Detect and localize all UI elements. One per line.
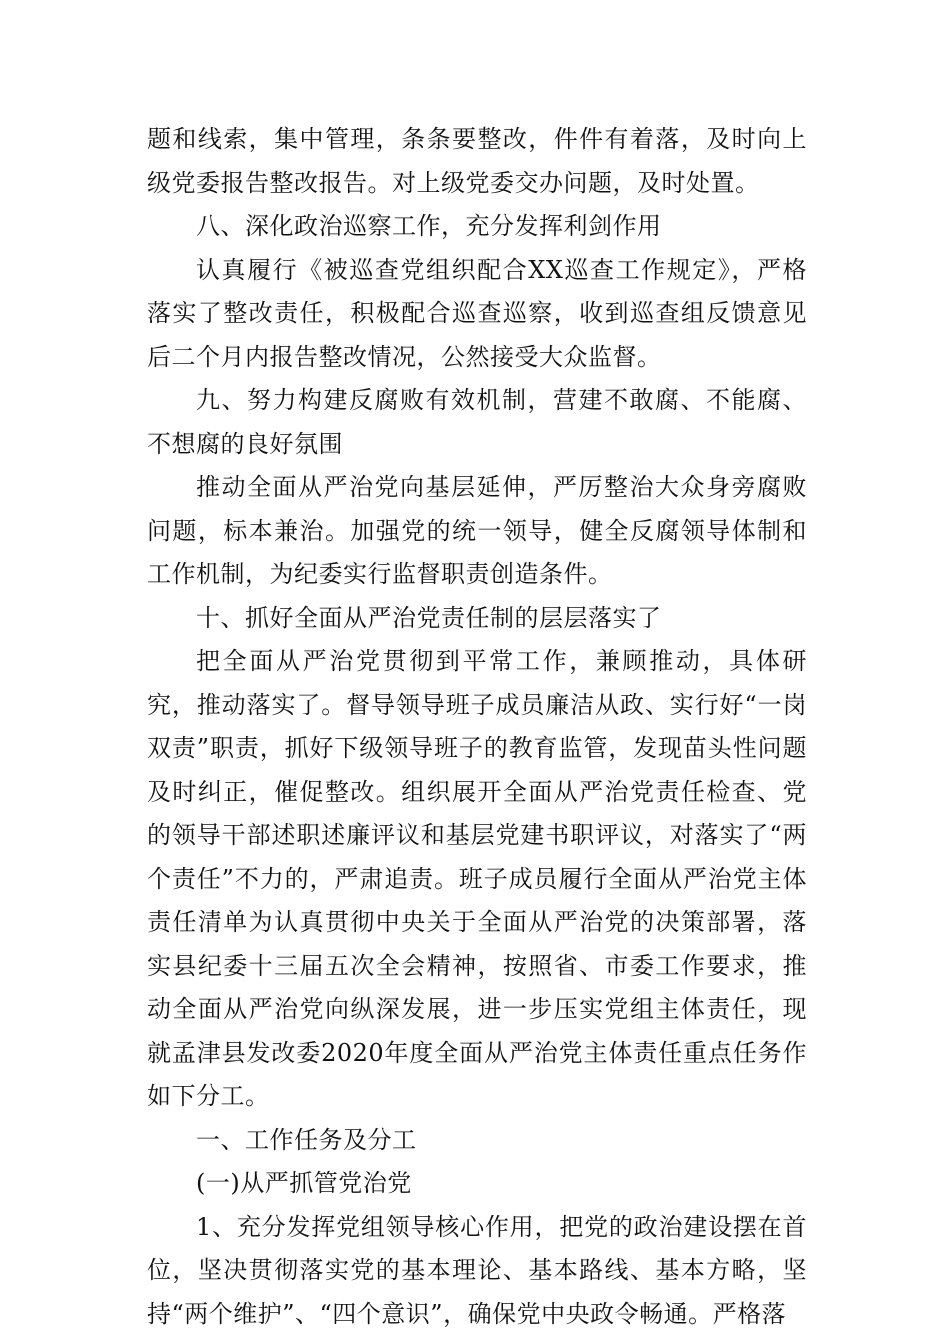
paragraph: 把全面从严治党贯彻到平常工作，兼顾推动，具体研究，推动落实了。督导领导班子成员廉洁从政、实行好“一岗双责”职责，抓好下级领导班子的教育监管，发现苗头性问题及时纠正，催促整改。组织展开全面从严治党责任检查、党的领导干部述职述廉评议和基层党建书职评议，对落实了“两个责任”不力的，严肃追责。班子成员履行全面从严治党主体责任清单为认真贯彻中央关于全面从严治党的决策部署，落实县纪委十三届五次全会精神，按照省、市委工作要求，推动全面从严治党向纵深发展，进一步压实党组主体责任，现就孟津县发改委2020年度全面从严治党主体责任重点任务作如下分工。 bbox=[147, 647, 807, 1110]
document-body bbox=[147, 118, 807, 1336]
paragraph: 1、充分发挥党组领导核心作用，把党的政治建设摆在首位，坚决贯彻落实党的基本理论、基本路线、基本方略，坚持“两个维护”、“四个意识”，确保党中央政令畅通。严格落 bbox=[147, 1212, 807, 1328]
section-heading-10: 十、抓好全面从严治党责任制的层层落实了 bbox=[196, 603, 662, 632]
section-heading-9: 九、努力构建反腐败有效机制，营建不敢腐、不能腐、不想腐的良好氛围 bbox=[147, 386, 807, 458]
section-heading-1: 一、工作任务及分工 bbox=[196, 1125, 417, 1154]
paragraph-continuation: 题和线索，集中管理，条条要整改，件件有着落，及时向上级党委报告整改报告。对上级党委交办问题，及时处置。 bbox=[147, 125, 807, 197]
paragraph: 推动全面从严治党向基层延伸，严厉整治大众身旁腐败问题，标本兼治。加强党的统一领导，健全反腐领导体制和工作机制，为纪委实行监督职责创造条件。 bbox=[147, 473, 807, 588]
subsection-heading: (一)从严抓管党治党 bbox=[196, 1169, 412, 1197]
paragraph: 认真履行《被巡查党组织配合XX巡查工作规定》，严格落实了整改责任，积极配合巡查巡察，收到巡查组反馈意见后二个月内报告整改情况，公然接受大众监督。 bbox=[147, 255, 807, 371]
section-heading-8: 八、深化政治巡察工作，充分发挥利剑作用 bbox=[196, 212, 662, 240]
